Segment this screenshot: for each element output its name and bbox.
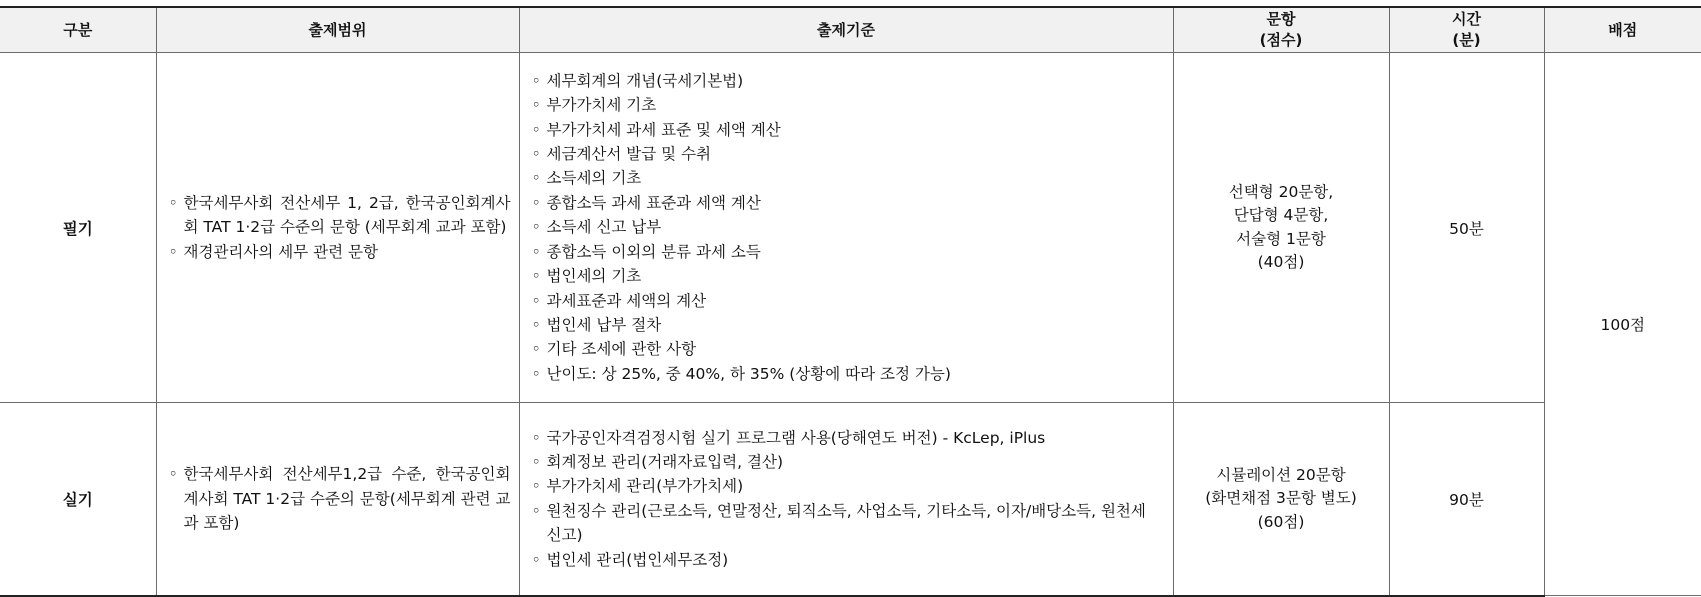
criteria-cell: [519, 53, 1173, 403]
criteria-item: ◦ 법인세의 기초: [532, 264, 1165, 288]
questions-line: 선택형 20문항,: [1228, 182, 1334, 201]
scope-cell: [156, 53, 519, 403]
criteria-item: ◦ 원천징수 관리(근로소득, 연말정산, 퇴직소득, 사업소득, 기타소득, 이자/배당소득, 원천세 신고): [532, 499, 1165, 548]
criteria-item: ◦ 기타 조세에 관한 사항: [532, 337, 1165, 361]
criteria-item: ◦ 세무회계의 개념(국세기본법): [532, 69, 1165, 93]
criteria-item: ◦ 부가가치세 과세 표준 및 세액 계산: [532, 118, 1165, 142]
questions-line: (화면채점 3문항 별도): [1205, 489, 1357, 507]
questions-cell: [1173, 53, 1389, 403]
questions-line: (60점): [1257, 512, 1305, 531]
scope-cell: [156, 403, 519, 596]
header-scope: 출제범위: [156, 7, 519, 53]
questions-line: 서술형 1문항: [1236, 229, 1326, 248]
criteria-item: ◦ 세금계산서 발급 및 수취: [532, 142, 1165, 166]
header-questions-line: 문항: [1266, 10, 1296, 28]
header-category: 구분: [0, 7, 156, 53]
scope-item: ◦ 한국세무사회 전산세무 1, 2급, 한국공인회계사회 TAT 1·2급 수준의 문항 (세무회계 교과 포함): [169, 191, 511, 240]
questions-line: 시뮬레이션 20문항: [1216, 465, 1346, 484]
criteria-cell: [519, 403, 1173, 596]
header-time-line: (분): [1452, 31, 1481, 49]
total-score-cell: 100점: [1544, 53, 1701, 596]
questions-line: 단답형 4문항,: [1233, 206, 1329, 224]
criteria-list: [520, 426, 1173, 572]
time-cell: 90분: [1389, 403, 1544, 596]
header-time-line: 시간: [1452, 10, 1481, 28]
criteria-item: ◦ 국가공인자격검정시험 실기 프로그램 사용(당해연도 버전) - KcLep, iPlus: [532, 426, 1165, 450]
table-header-row: [0, 7, 1701, 53]
criteria-item: ◦ 소득세 신고 납부: [532, 215, 1165, 239]
header-score: 배점: [1544, 7, 1701, 53]
criteria-item: ◦ 법인세 관리(법인세무조정): [532, 548, 1165, 572]
time-cell: 50분: [1389, 53, 1544, 403]
scope-list: [157, 191, 519, 264]
header-questions: [1173, 7, 1389, 53]
table-row-practical: [0, 403, 1701, 596]
questions-cell: [1173, 403, 1389, 596]
criteria-item: ◦ 과세표준과 세액의 계산: [532, 289, 1165, 313]
criteria-item: ◦ 부가가치세 기초: [532, 93, 1165, 117]
criteria-item: ◦ 종합소득 과세 표준과 세액 계산: [532, 191, 1165, 215]
criteria-item: ◦ 회계정보 관리(거래자료입력, 결산): [532, 450, 1165, 474]
scope-list: [157, 462, 519, 535]
exam-table: [0, 6, 1701, 597]
header-criteria: 출제기준: [519, 7, 1173, 53]
criteria-item: ◦ 부가가치세 관리(부가가치세): [532, 474, 1165, 498]
scope-item: ◦ 한국세무사회 전산세무1,2급 수준, 한국공인회계사회 TAT 1·2급 수준의 문항(세무회계 관련 교과 포함): [169, 462, 511, 535]
scope-item: ◦ 재경관리사의 세무 관련 문항: [169, 240, 511, 264]
header-time: [1389, 7, 1544, 53]
criteria-item: ◦ 난이도: 상 25%, 중 40%, 하 35% (상황에 따라 조정 가능): [532, 362, 1165, 386]
criteria-item: ◦ 종합소득 이외의 분류 과세 소득: [532, 240, 1165, 264]
criteria-item: ◦ 법인세 납부 절차: [532, 313, 1165, 337]
criteria-item: ◦ 소득세의 기초: [532, 166, 1165, 190]
table-row-written: [0, 53, 1701, 403]
questions-line: (40점): [1257, 253, 1305, 271]
header-questions-line: (점수): [1259, 31, 1303, 49]
category-cell: 필기: [0, 53, 156, 403]
criteria-list: [520, 69, 1173, 386]
category-cell: 실기: [0, 403, 156, 596]
